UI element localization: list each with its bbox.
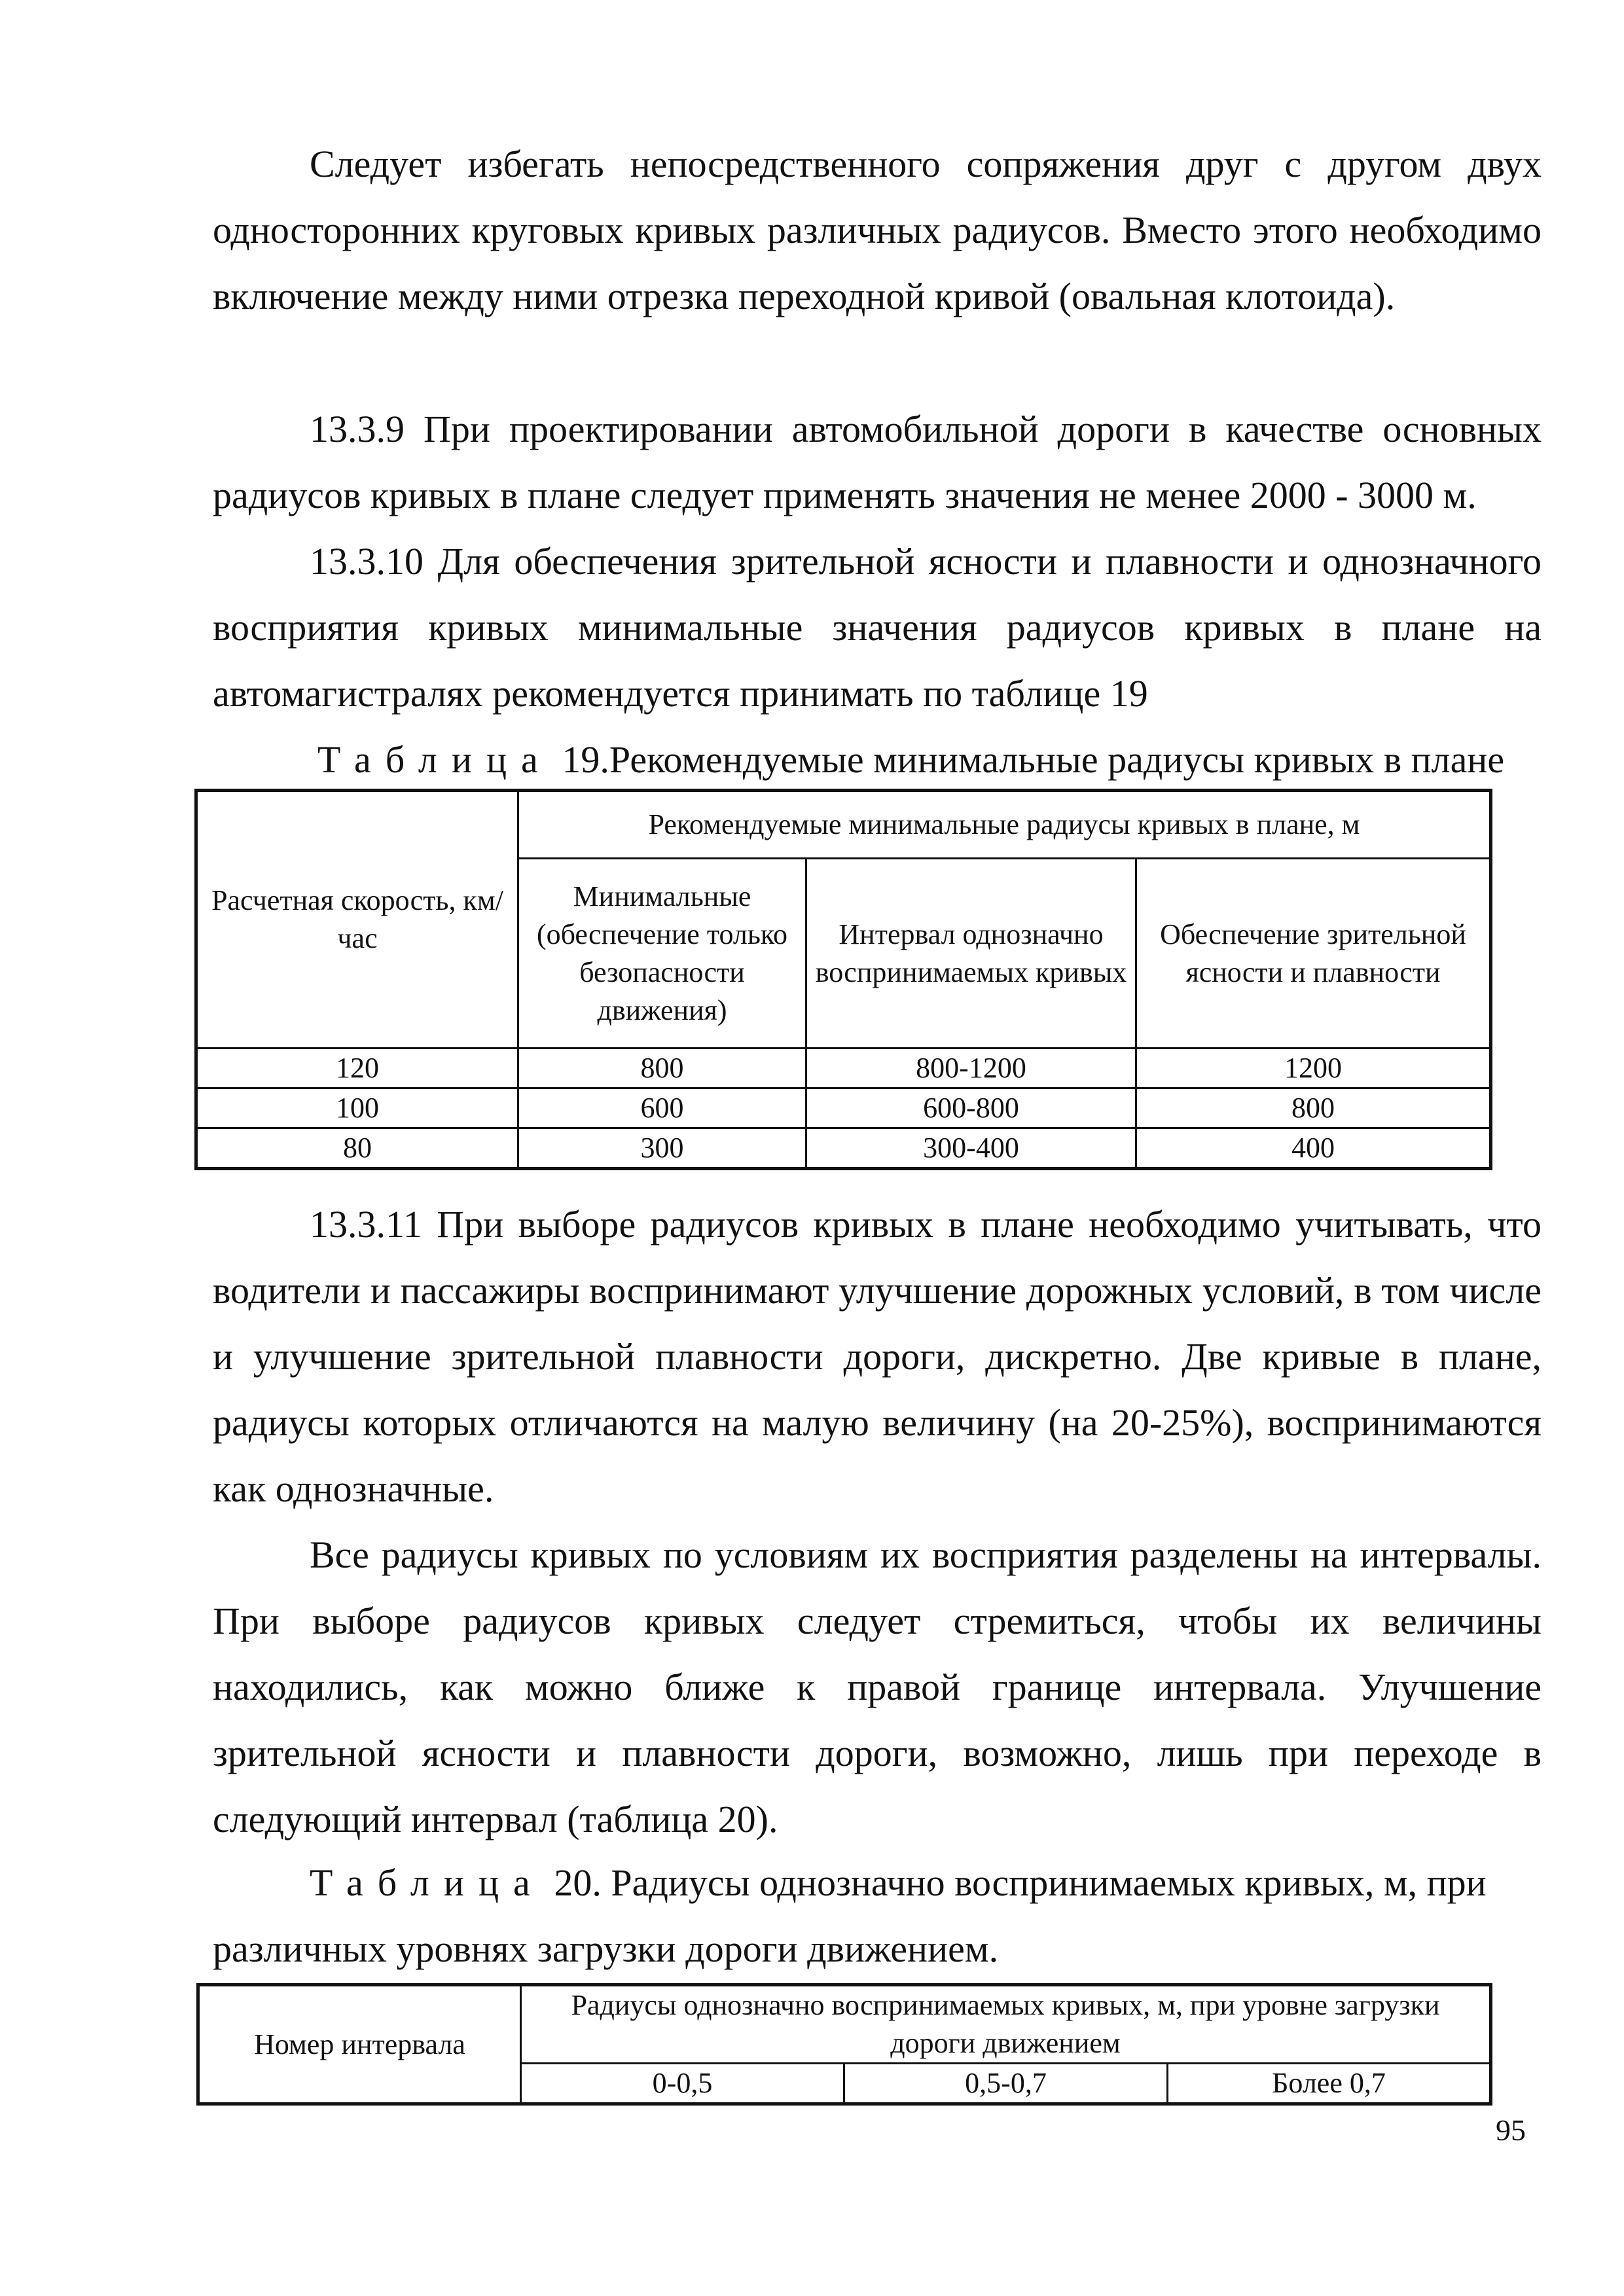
header-group: Рекомендуемые минимальные радиусы кривых в плане, м [518,791,1491,859]
paragraph-transition-curves: Следует избегать непосредственного сопряжения друг с другом двух односторонних круговых кривых различных радиусов. Вместо этого необходимо включение между ними отрезка переходной кривой (овальная клотоида). [213,143,1542,317]
table-20 [196,1983,1492,2106]
header-load-level: Более 0,7 [1168,2064,1491,2104]
header-interval-number: Номер интервала [198,1985,521,2104]
paragraph-13-3-10: 13.3.10 Для обеспечения зрительной ясности и плавности и однозначного восприятия кривых минимальные значения радиусов кривых в плане на автомагистралях рекомендуется принимать по таблице 19 [213,540,1542,715]
cell-minimal: 300 [518,1128,806,1169]
table-row [196,1128,1491,1169]
table19-caption-text: 19.Рекомендуемые минимальные радиусы кривых в плане [562,738,1505,781]
table-row [196,1088,1491,1128]
paragraph-intervals: Все радиусы кривых по условиям их восприятия разделены на интервалы. При выборе радиусов кривых следует стремиться, чтобы их величины находились, как можно ближе к правой границе интервала. Улучшение зрительной ясности и плавности дороги, возможно, лишь при переходе в следующий интервал (таблица 20). [213,1534,1542,1840]
table-19 [194,789,1492,1170]
cell-clarity: 400 [1136,1128,1491,1169]
table19-caption-word: Таблица [317,738,552,781]
header-load-level: 0,5-0,7 [844,2064,1168,2104]
header-load-level: 0-0,5 [521,2064,844,2104]
cell-speed: 80 [196,1128,518,1169]
cell-minimal: 600 [518,1088,806,1128]
cell-clarity: 800 [1136,1088,1491,1128]
cell-interval: 800-1200 [806,1049,1136,1088]
page-number: 95 [1496,2113,1526,2147]
table-row [196,1049,1491,1088]
cell-interval: 600-800 [806,1088,1136,1128]
cell-speed: 120 [196,1049,518,1088]
table20-caption [310,1850,1487,1916]
header-radii-group: Радиусы однозначно воспринимаемых кривых, м, при уровне загрузки дороги движением [521,1985,1491,2064]
header-clarity: Обеспечение зрительной ясности и плавности [1136,859,1491,1049]
cell-speed: 100 [196,1088,518,1128]
header-speed: Расчетная скорость, км/час [196,791,518,1049]
cell-minimal: 800 [518,1049,806,1088]
cell-interval: 300-400 [806,1128,1136,1169]
table19-caption [317,726,1504,793]
table20-caption-word: Таблица [310,1861,545,1904]
cell-clarity: 1200 [1136,1049,1491,1088]
header-minimal: Минимальные (обеспечение только безопасности движения) [518,859,806,1049]
header-interval: Интервал однозначно воспринимаемых кривых [806,859,1136,1049]
paragraph-13-3-11: 13.3.11 При выборе радиусов кривых в плане необходимо учитывать, что водители и пассажиры воспринимают улучшение дорожных условий, в том числе и улучшение зрительной плавности дороги, дискретно. Две кривые в плане, радиусы которых отличаются на малую величину (на 20-25%), воспринимаются как однозначные. [213,1203,1542,1510]
paragraph-13-3-9: 13.3.9 При проектировании автомобильной дороги в качестве основных радиусов кривых в плане следует применять значения не менее 2000 - 3000 м. [213,408,1542,516]
table20-caption-line2: различных уровнях загрузки дороги движением. [213,1928,999,1970]
table20-caption-text: 20. Радиусы однозначно воспринимаемых кривых, м, при [554,1861,1487,1904]
